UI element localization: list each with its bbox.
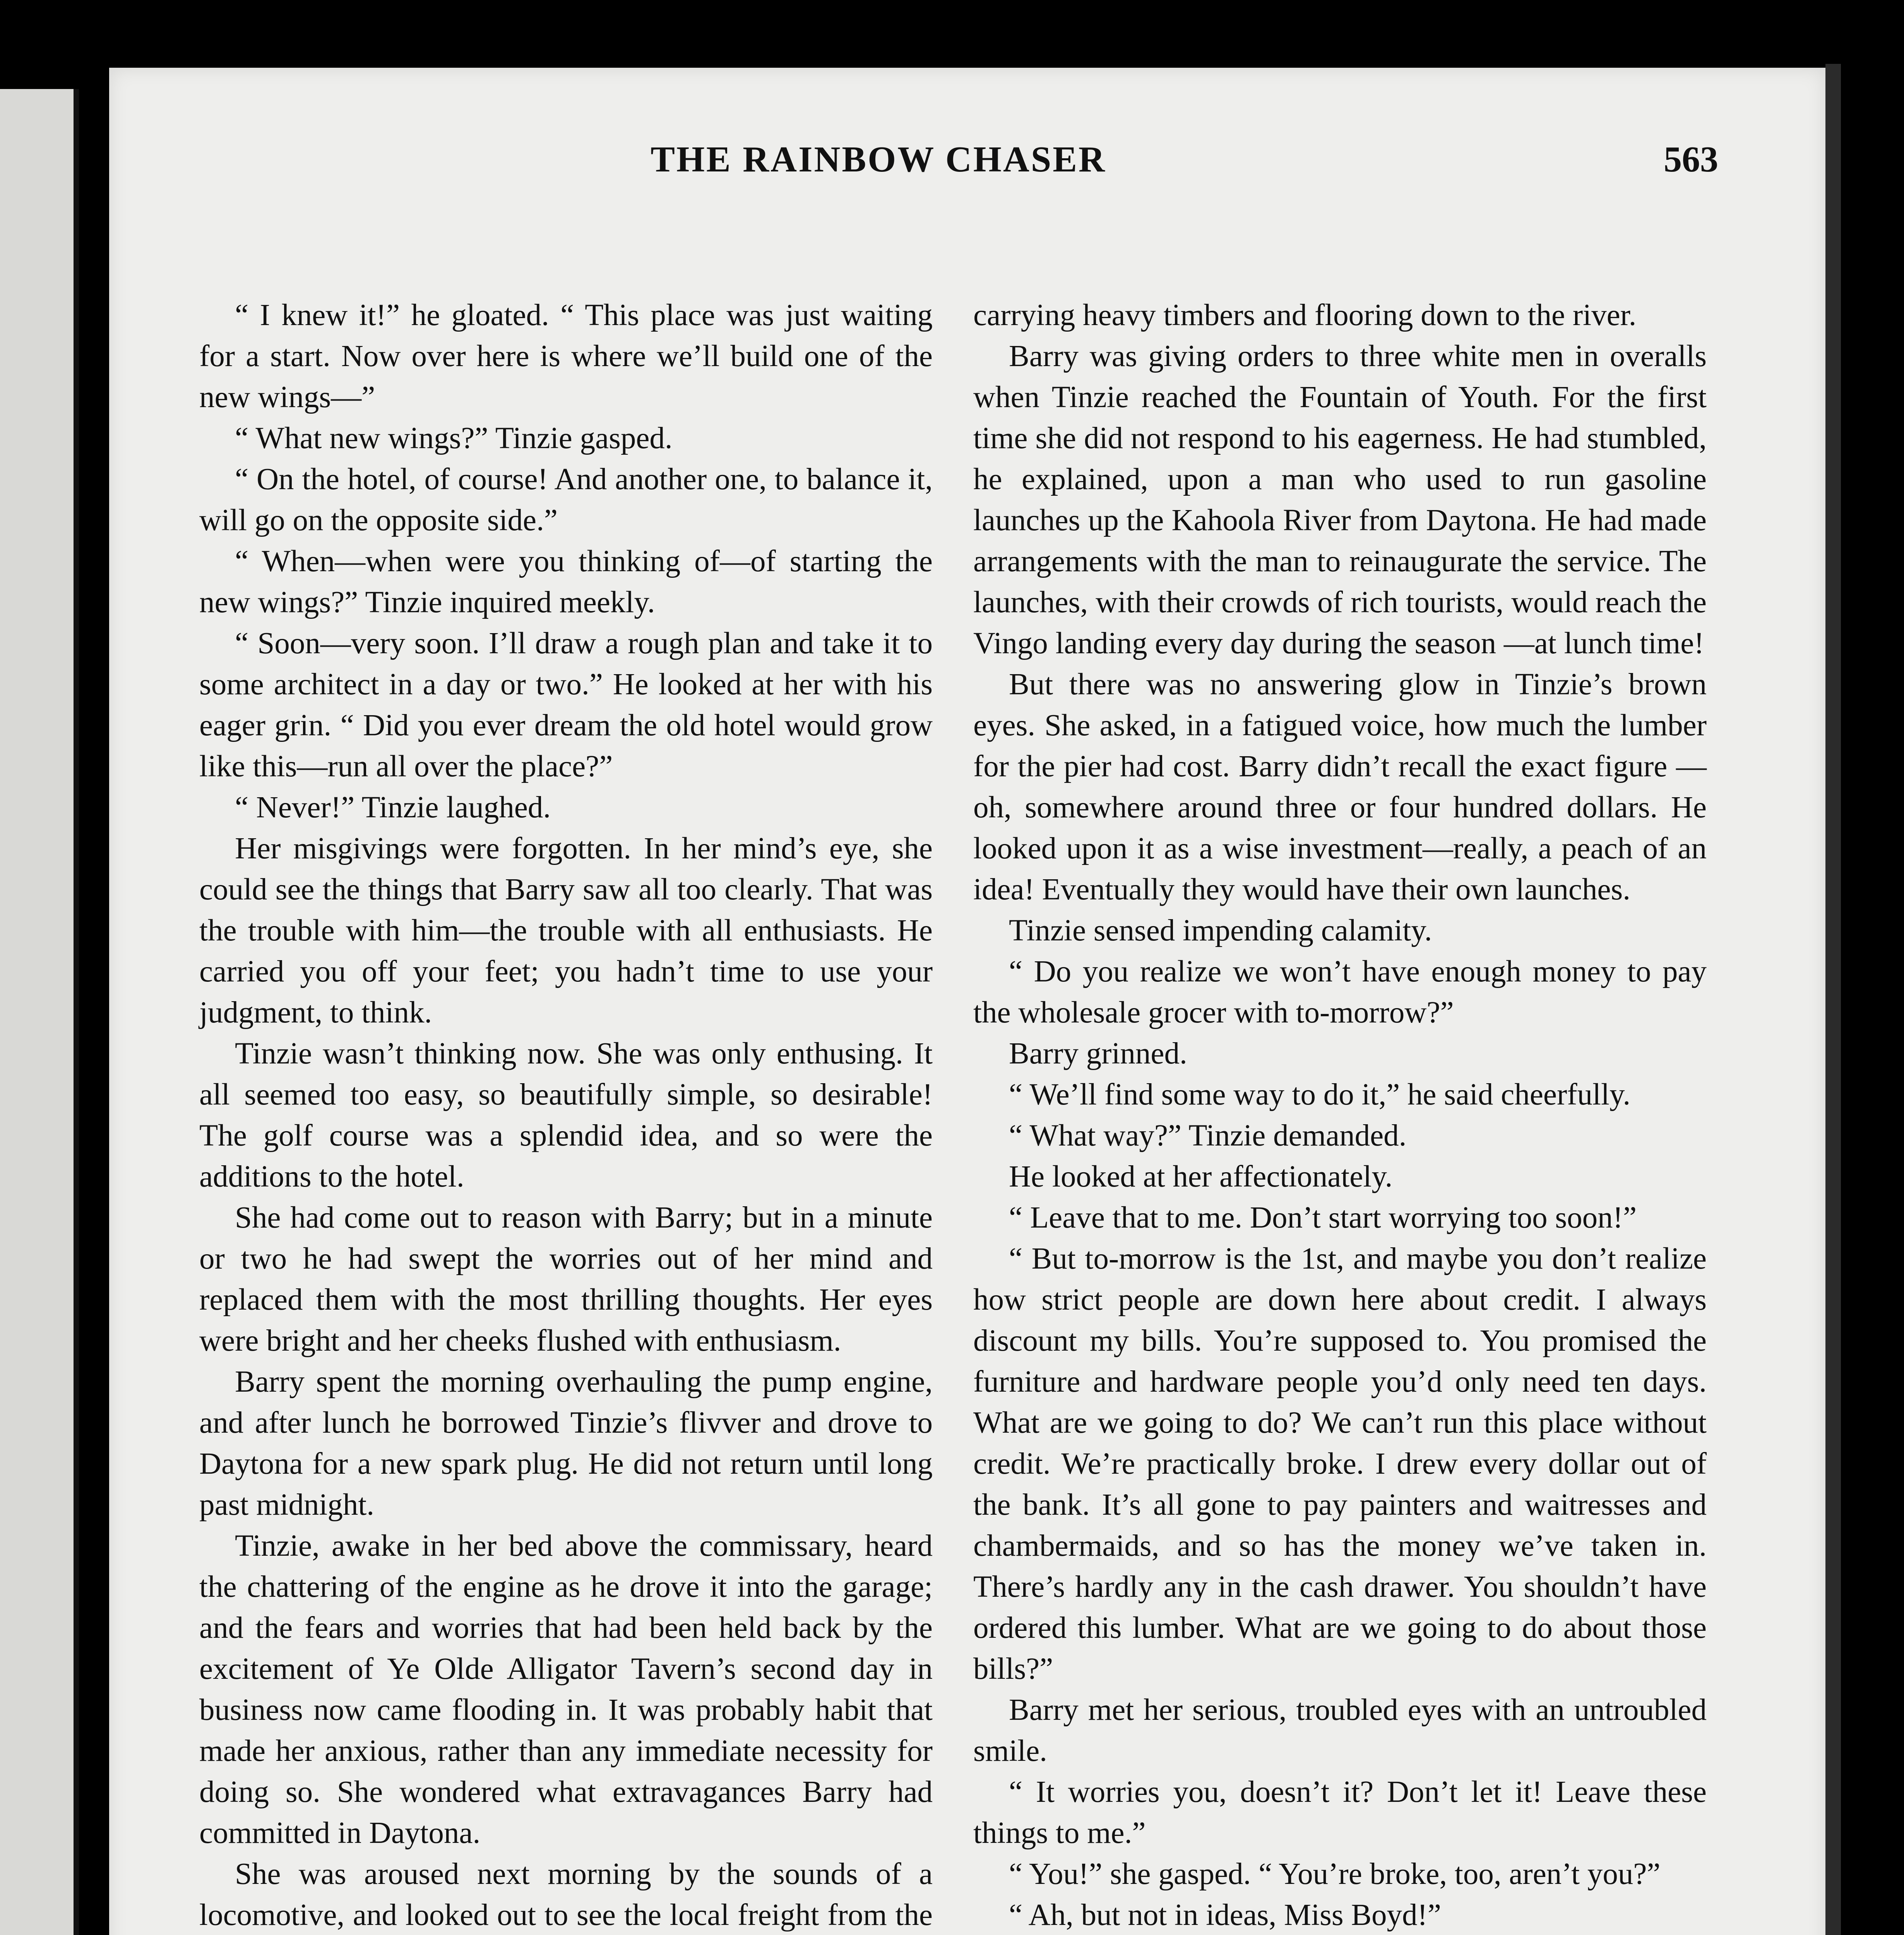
left-column xyxy=(199,295,933,1935)
paragraph: “ Never!” Tinzie laughed. xyxy=(235,791,551,824)
paragraph: Barry grinned. xyxy=(1009,1037,1187,1070)
paragraph: But there was no answering glow in Tinzie’s brown eyes. She asked, in a fatigued voice, how much the lumber for the pier had cost. Barry didn’t recall the exact figure —oh, somewhere around three or four hundred dollars. He looked upon it as a wise investment—really, a peach of an idea! Eventually they would have their own launches. xyxy=(973,668,1707,906)
paragraph: “ Soon—very soon. I’ll draw a rough plan and take it to some architect in a day or two.” He looked at her with his eager grin. “ Did you ever dream the old hotel would grow like this—run all over the place?” xyxy=(199,627,933,783)
paragraph: “ What way?” Tinzie demanded. xyxy=(1009,1119,1407,1152)
paragraph: He looked at her affectionately. xyxy=(1009,1160,1393,1194)
paragraph: Barry met her serious, troubled eyes with an untroubled smile. xyxy=(973,1693,1707,1768)
paragraph: Barry spent the morning overhauling the pump engine, and after lunch he borrowed Tinzie’s flivver and drove to Daytona for a new spark plug. He did not return until long past midnight. xyxy=(199,1365,933,1522)
page-binding-edge xyxy=(1825,64,1841,1935)
paragraph: “ Ah, but not in ideas, Miss Boyd!” xyxy=(1009,1898,1441,1932)
paragraph: Her misgivings were forgotten. In her mind’s eye, she could see the things that Barry saw all too clearly. That was the trouble with him—the trouble with all enthusiasts. He carried you off your feet; you hadn’t time to use your judgment, to think. xyxy=(199,832,933,1029)
paragraph: Tinzie, awake in her bed above the commissary, heard the chattering of the engine as he drove it into the garage; and the fears and worries that had been held back by the excitement of Ye Olde Alligator Tavern’s second day in business now came flooding in. It was probably habit that made her anxious, rather than any immediate necessity for doing so. She wondered what extravagances Barry had committed in Daytona. xyxy=(199,1529,933,1850)
paragraph: “ We’ll find some way to do it,” he said cheerfully. xyxy=(1009,1078,1631,1111)
paragraph: Barry was giving orders to three white men in overalls when Tinzie reached the Fountain of Youth. For the first time she did not respond to his eagerness. He had stumbled, he explained, upon a man who used to run gasoline launches up the Kahoola River from Daytona. He had made arrangements with the man to reinaugurate the service. The launches, with their crowds of rich tourists, would reach the Vingo landing every day during the season —at lunch time! xyxy=(973,339,1707,660)
paragraph: Tinzie sensed impending calamity. xyxy=(1009,914,1432,947)
paragraph-continuation: carrying heavy timbers and flooring down to the river. xyxy=(973,298,1637,332)
paragraph: “ When—when were you thinking of—of starting the new wings?” Tinzie inquired meekly. xyxy=(199,545,933,619)
paragraph: “ You!” she gasped. “ You’re broke, too, aren’t you?” xyxy=(1009,1857,1661,1891)
right-column xyxy=(973,295,1707,1935)
paragraph: “ I knew it!” he gloated. “ This place was just waiting for a start. Now over here is where we’ll build one of the new wings—” xyxy=(199,298,933,414)
page-number: 563 xyxy=(1664,139,1718,180)
paragraph: She was aroused next morning by the sounds of a locomotive, and looked out to see the local freight from the xyxy=(199,1857,933,1932)
paragraph: “ Do you realize we won’t have enough money to pay the wholesale grocer with to-morrow?” xyxy=(973,955,1707,1029)
paragraph: “ Leave that to me. Don’t start worrying too soon!” xyxy=(1009,1201,1637,1235)
adjacent-page-edge xyxy=(0,89,79,1935)
paragraph: “ On the hotel, of course! And another one, to balance it, will go on the opposite side.” xyxy=(199,462,933,537)
running-title: THE RAINBOW CHASER xyxy=(651,139,1106,180)
paragraph: “ It worries you, doesn’t it? Don’t let it! Leave these things to me.” xyxy=(973,1775,1707,1850)
paragraph: Tinzie wasn’t thinking now. She was only enthusing. It all seemed too easy, so beautifully simple, so desirable! The golf course was a splendid idea, and so were the additions to the hotel. xyxy=(199,1037,933,1194)
paragraph: “ What new wings?” Tinzie gasped. xyxy=(235,421,673,455)
paragraph: She had come out to reason with Barry; but in a minute or two he had swept the worries out of her mind and replaced them with the most thrilling thoughts. Her eyes were bright and her cheeks flushed with enthusiasm. xyxy=(199,1201,933,1358)
paragraph: “ But to-morrow is the 1st, and maybe you don’t realize how strict people are down here about credit. I always discount my bills. You’re supposed to. You promised the furniture and hardware people you’d only need ten days. What are we going to do? We can’t run this place without credit. We’re practically broke. I drew every dollar out of the bank. It’s all gone to pay painters and waitresses and chambermaids, and so has the money we’ve taken in. There’s hardly any in the cash drawer. You shouldn’t have ordered this lumber. What are we going to do about those bills?” xyxy=(973,1242,1707,1686)
